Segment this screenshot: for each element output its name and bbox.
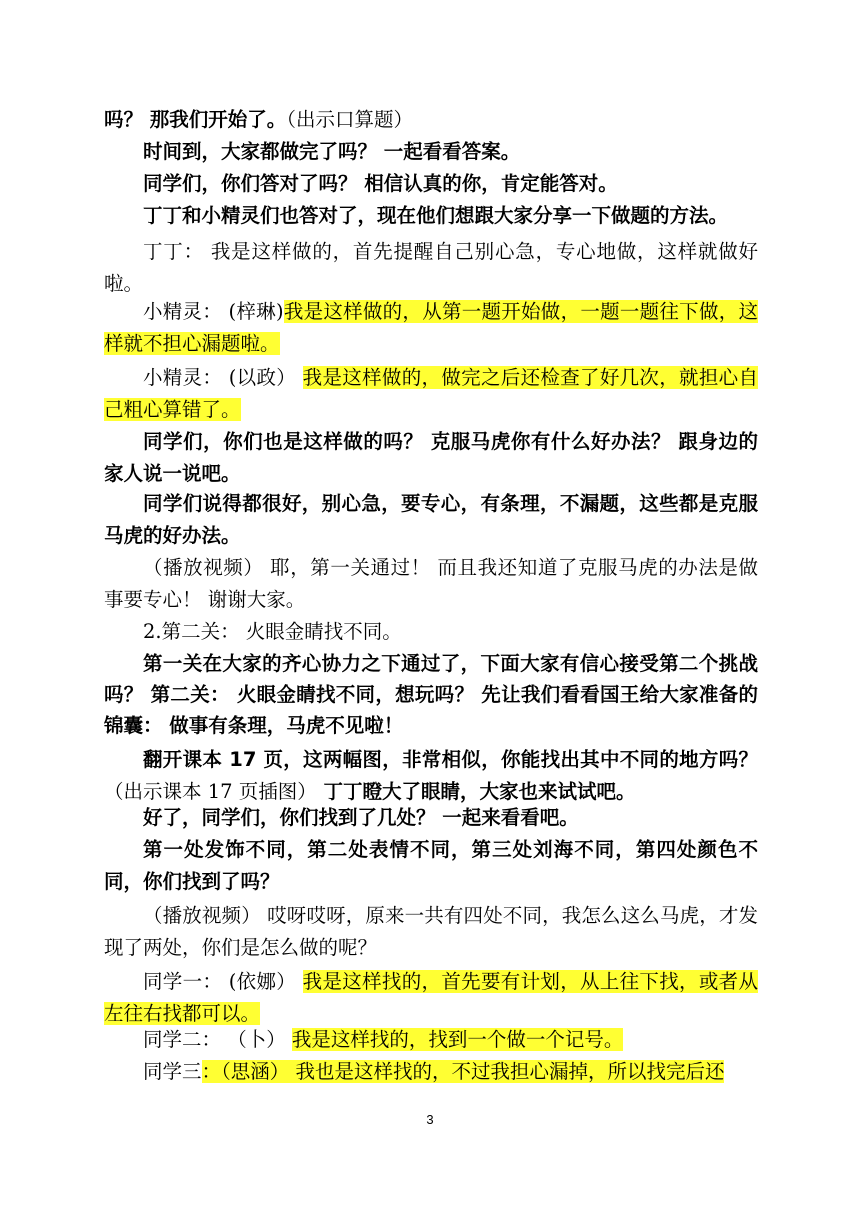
paragraph-10: （播放视频） 耶，第一关通过！ 而且我还知道了克服马虎的办法是做事要专心！ 谢谢大家。 — [104, 556, 758, 611]
paragraph-14: 好了，同学们，你们找到了几处？ 一起来看看吧。 — [143, 806, 579, 829]
paragraph-17 — [104, 966, 758, 1030]
paragraph-4: 丁丁和小精灵们也答对了，现在他们想跟大家分享一下做题的方法。 — [143, 204, 729, 227]
speaker-label: 小精灵： (梓琳) — [143, 300, 284, 323]
paragraph-9: 同学们说得都很好，别心急，要专心，有条理，不漏题，这些都是克服马虎的好办法。 — [104, 492, 758, 547]
text-bold: 吗？ 那我们开始了。 — [104, 108, 287, 131]
paragraph-15: 第一处发饰不同，第二处表情不同，第三处刘海不同，第四处颜色不同，你们找到了吗？ — [104, 838, 758, 893]
text-normal: （出示口算题） — [286, 108, 414, 131]
text-bold: 丁丁瞪大了眼睛，大家也来试试吧。 — [316, 780, 636, 803]
highlighted-text: 我是这样做的，做完之后还检查了好几次，就担心自己粗心算错了。 — [104, 366, 758, 421]
page-number: 3 — [426, 1112, 434, 1127]
speaker-label: 同学三 — [143, 1060, 202, 1083]
paragraph-19 — [104, 1056, 758, 1088]
speaker-label: 同学一： (依娜） — [143, 970, 297, 993]
paragraph-13 — [104, 744, 758, 808]
highlighted-text: 我是这样做的，从第一题开始做，一题一题往下做，这样就不担心漏题啦。 — [104, 300, 758, 355]
paragraph-1 — [104, 104, 758, 136]
text-normal: （出示课本 17 页插图） — [104, 780, 317, 803]
paragraph-12: 第一关在大家的齐心协力之下通过了，下面大家有信心接受第二个挑战吗？ 第二关： 火眼金睛找不同，想玩吗？ 先让我们看看国王给大家准备的锦囊： 做事有条理，马虎不见啦！ — [104, 652, 758, 737]
highlighted-text: 我是这样找的，找到一个做一个记号。 — [291, 1028, 624, 1051]
text-bold: 翻开课本 17 页，这两幅图，非常相似，你能找出其中不同的地方吗？ — [143, 748, 758, 771]
paragraph-11: 2.第二关： 火眼金睛找不同。 — [143, 620, 402, 643]
highlighted-text: ：（思涵） 我也是这样找的，不过我担心漏掉，所以找完后还 — [201, 1060, 725, 1083]
paragraph-16: （播放视频） 哎呀哎呀，原来一共有四处不同，我怎么这么马虎，才发现了两处，你们是怎么做的呢？ — [104, 904, 758, 959]
paragraph-7 — [104, 362, 758, 426]
paragraph-2: 时间到，大家都做完了吗？ 一起看看答案。 — [143, 140, 521, 163]
highlighted-text: 我是这样找的，首先要有计划，从上往下找，或者从左往右找都可以。 — [104, 970, 758, 1025]
paragraph-6 — [104, 296, 758, 360]
speaker-label: 同学二： （卜） — [143, 1028, 286, 1051]
paragraph-8: 同学们，你们也是这样做的吗？ 克服马虎你有什么好办法？ 跟身边的家人说一说吧。 — [104, 430, 758, 485]
paragraph-18 — [104, 1024, 758, 1056]
speaker-label: 小精灵： (以政） — [143, 366, 297, 389]
paragraph-3: 同学们，你们答对了吗？ 相信认真的你，肯定能答对。 — [143, 172, 618, 195]
paragraph-5: 丁丁： 我是这样做的，首先提醒自己别心急，专心地做，这样就做好啦。 — [104, 240, 758, 295]
